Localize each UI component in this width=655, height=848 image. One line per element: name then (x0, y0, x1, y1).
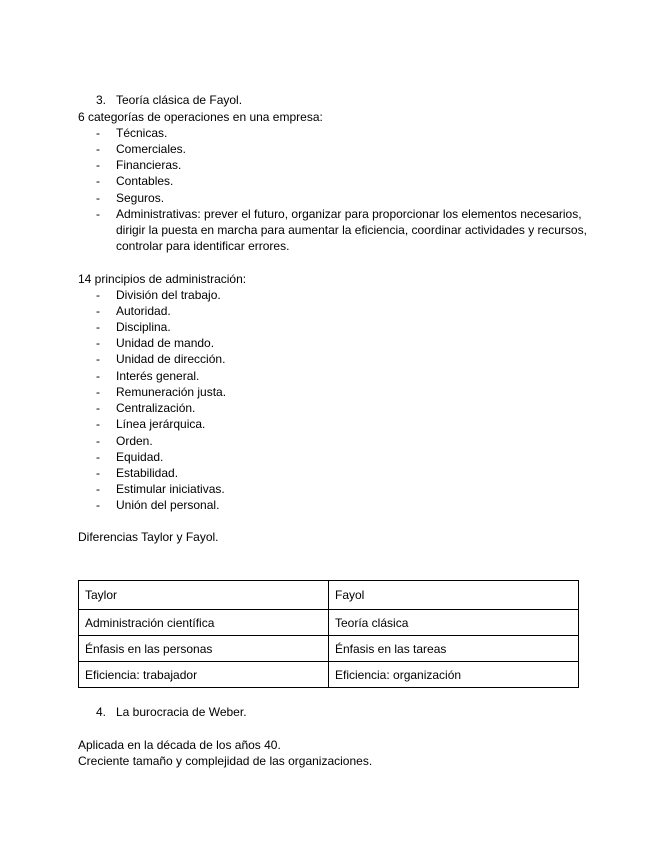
list-item: Autoridad. (116, 304, 171, 318)
principles-intro: 14 principios de administración: (78, 272, 247, 286)
section-4-title: La burocracia de Weber. (116, 705, 247, 719)
weber-line-2: Creciente tamaño y complejidad de las organizaciones. (78, 754, 373, 768)
table-header-cell: Fayol (329, 581, 579, 610)
table-row (79, 662, 579, 688)
list-bullet: - (96, 336, 100, 350)
list-bullet: - (96, 158, 100, 172)
list-item: Orden. (116, 434, 153, 448)
list-item: Técnicas. (116, 126, 168, 140)
list-item-admin-line-1: Administrativas: prever el futuro, organizar para proporcionar los elementos necesarios, (116, 207, 582, 221)
section-3-title: Teoría clásica de Fayol. (116, 93, 243, 107)
list-item-admin-line-2: dirigir la puesta en marcha para aumentar la eficiencia, coordinar actividades y recursos, (116, 223, 587, 237)
list-bullet: - (96, 482, 100, 496)
list-bullet: - (96, 417, 100, 431)
list-bullet: - (96, 352, 100, 366)
list-bullet: - (96, 304, 100, 318)
list-bullet: - (96, 450, 100, 464)
table-header-cell: Taylor (79, 581, 329, 610)
list-item: Unión del personal. (116, 498, 220, 512)
section-3-number: 3. (96, 93, 107, 107)
list-bullet: - (96, 369, 100, 383)
list-item: Unidad de mando. (116, 336, 215, 350)
list-item-admin-line-3: controlar para identificar errores. (116, 239, 290, 253)
list-bullet: - (96, 126, 100, 140)
list-bullet: - (96, 385, 100, 399)
list-item: Equidad. (116, 450, 164, 464)
list-item: División del trabajo. (116, 288, 221, 302)
table-cell: Administración científica (79, 610, 329, 636)
list-bullet: - (96, 207, 100, 221)
list-item: Centralización. (116, 401, 196, 415)
list-bullet: - (96, 288, 100, 302)
list-item: Interés general. (116, 369, 200, 383)
operations-intro: 6 categorías de operaciones en una empresa: (78, 110, 323, 124)
list-bullet: - (96, 434, 100, 448)
list-bullet: - (96, 320, 100, 334)
weber-line-1: Aplicada en la década de los años 40. (78, 738, 281, 752)
list-item: Financieras. (116, 158, 182, 172)
list-item: Disciplina. (116, 320, 171, 334)
list-item: Estimular iniciativas. (116, 482, 225, 496)
list-bullet: - (96, 498, 100, 512)
list-bullet: - (96, 401, 100, 415)
list-item: Unidad de dirección. (116, 352, 226, 366)
list-bullet: - (96, 142, 100, 156)
list-item: Remuneración justa. (116, 385, 227, 399)
differences-title: Diferencias Taylor y Fayol. (78, 530, 219, 544)
table-cell: Énfasis en las personas (79, 636, 329, 662)
list-bullet: - (96, 174, 100, 188)
list-bullet: - (96, 466, 100, 480)
list-item: Comerciales. (116, 142, 187, 156)
table-row (79, 636, 579, 662)
differences-table (78, 580, 579, 688)
table-cell: Eficiencia: trabajador (79, 662, 329, 688)
table-header-row (79, 581, 579, 610)
list-item: Estabilidad. (116, 466, 179, 480)
table-cell: Énfasis en las tareas (329, 636, 579, 662)
list-item: Contables. (116, 174, 174, 188)
list-bullet: - (96, 191, 100, 205)
list-item: Línea jerárquica. (116, 417, 206, 431)
section-4-number: 4. (96, 705, 107, 719)
table-cell: Eficiencia: organización (329, 662, 579, 688)
table-cell: Teoría clásica (329, 610, 579, 636)
list-item: Seguros. (116, 191, 165, 205)
table-row (79, 610, 579, 636)
